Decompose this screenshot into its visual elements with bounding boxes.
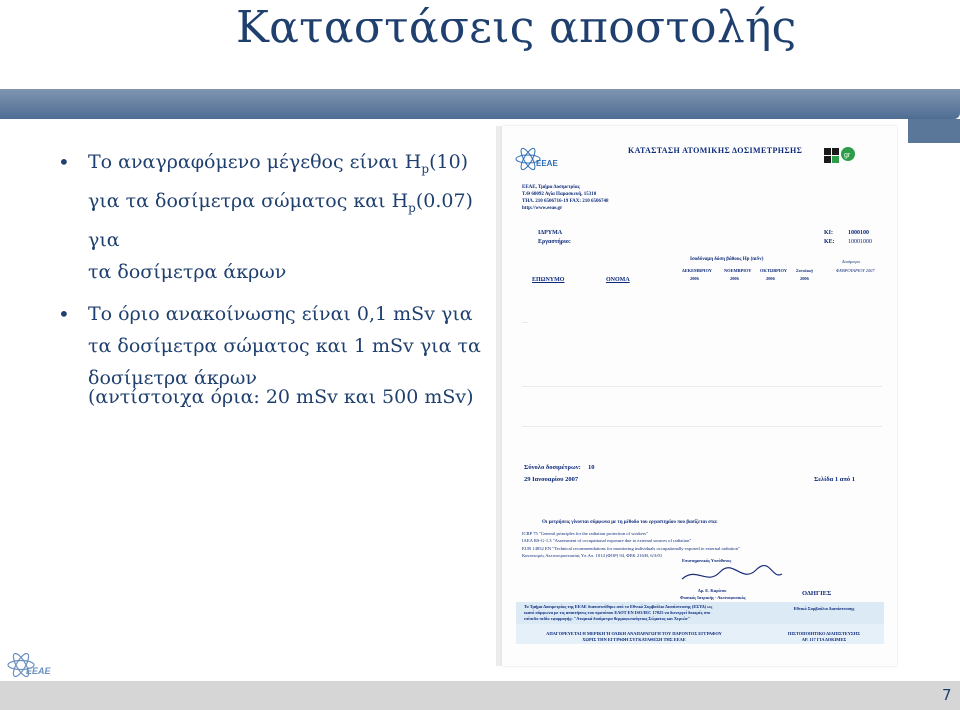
ref-item: IAEA RS-G-1.3 "Assessment of occupational exposure due to external sources of radiation": [522, 538, 692, 544]
scan-line: [522, 386, 882, 387]
cert-number: ΑΡ. 117 ΓΙΑ ΔΟΚΙΜΕΣ: [801, 637, 847, 642]
col-name: ΟΝΟΜΑ: [606, 277, 630, 283]
gr-logo-icon: [824, 146, 864, 168]
signature-icon: [672, 564, 792, 586]
slide-title: Καταστάσεις αποστολής: [236, 2, 797, 53]
responsible-label: Επιστημονικός Υπεύθυνος: [682, 558, 732, 563]
bullet-list: [58, 146, 498, 404]
ke-value: 10001000: [848, 239, 872, 245]
eeae-logo-icon: [514, 146, 562, 174]
ergastirio-label: Εργαστήριο:: [538, 239, 571, 245]
ki-value: 1000100: [848, 230, 869, 236]
address-line: http://www.eeae.gr: [522, 206, 563, 211]
limits-note: (αντίστοιχα όρια: 20 mSv και 500 mSv): [88, 386, 474, 408]
ki-label: ΚΙ:: [824, 230, 833, 236]
bullet-item-limit: [58, 298, 498, 394]
month-year: 2006: [690, 276, 699, 281]
eeae-logo-icon: [6, 650, 54, 682]
bullet1-sub2: p: [408, 200, 416, 215]
month-year: 2006: [800, 276, 809, 281]
lab-address: [522, 184, 609, 212]
copyright-notice: [524, 631, 744, 643]
svg-text:ΕΕΑΕ: ΕΕΑΕ: [536, 159, 558, 168]
bullet1-sub1: p: [421, 161, 430, 176]
ref-item: ICRP 75 "General principles for the radiation protection of workers": [522, 531, 648, 536]
signer-title: Φυσικός Ιατρικής - Ακτινοφυσικός: [680, 595, 746, 600]
month-year: 2006: [730, 276, 739, 281]
bullet-item-quantity: [58, 146, 498, 288]
refs-title: Οι μετρήσεις γίνονται σύμφωνα με τη μέθοδο του εργαστηρίου που βασίζεται στα:: [542, 520, 718, 525]
month-label: ΔΕΚΕΜΒΡΙΟΥ: [682, 268, 712, 273]
accreditation-line: Το Τμήμα Δοσιμετρίας της ΕΕΑΕ διαπιστεύθηκε από το Εθνικό Συμβούλιο Διαπίστευσης (ΕΣΥΔ) ως: [524, 604, 713, 609]
address-line: Τ.Θ 60092 Αγία Παρασκευή, 15310: [522, 192, 597, 197]
scan-mark: [522, 322, 528, 323]
svg-text:ΕΕΑΕ: ΕΕΑΕ: [26, 666, 51, 676]
copyright-line: ΧΩΡΙΣ ΤΗΝ ΕΓΓΡΑΦΗ ΣΥΓΚΑΤΑΘΕΣΗ ΤΗΣ ΕΕΑΕ: [582, 637, 686, 642]
cert-label: ΠΙΣΤΟΠΟΙΗΤΙΚΟ ΔΙΑΠΙΣΤΕΥΣΗΣ: [787, 631, 861, 636]
header-bar: [0, 89, 960, 119]
ref-item: EUR 14852 EN "Technical recommendations for monitoring individuals occupationally exposed to external radiation": [522, 545, 740, 551]
month-year: 2006: [766, 276, 775, 281]
bullet1-line2-suffix: (0.07) για: [88, 189, 473, 251]
header-bar-notch: [908, 119, 960, 143]
idryma-label: ΙΔΡΥΜΑ: [538, 230, 563, 236]
month-label: Συνολική: [796, 268, 813, 273]
certificate-block: [764, 631, 884, 643]
report-title: ΚΑΤΑΣΤΑΣΗ ΑΤΟΜΙΚΗΣ ΔΟΣΙΜΕΤΡΗΣΗΣ: [628, 146, 803, 155]
month-label: ΟΚΤΩΒΡΙΟΥ: [760, 268, 787, 273]
total-label: Σύνολο δοσιμέτρων:: [524, 464, 581, 471]
signer-name: Δρ. Ε. Καρίνου: [698, 588, 727, 593]
bullet2-text: Το όριο ανακοίνωσης είναι 0,1 mSv για τα δοσίμετρα σώματος και 1 mSv για τα δοσίμετρα άκρων: [88, 302, 481, 389]
accreditation-text: [524, 604, 754, 622]
ke-label: ΚΕ:: [824, 239, 835, 245]
month-label: ΝΟΕΜΒΡΙΟΥ: [724, 268, 752, 273]
bullet1-line1-prefix: Το αναγραφόμενο μέγεθος είναι H: [88, 151, 422, 173]
accreditation-line: επίπεδο πεδίο εφαρμογής: "Ατομικά δοσίμετρα θερμοφωταύγειας Σώματος και Χεριών": [524, 616, 691, 621]
bullet1-line3: τα δοσίμετρα άκρων: [88, 260, 287, 283]
scan-line: [522, 426, 882, 427]
page-label: Σελίδα 1 από 1: [814, 476, 856, 483]
svg-text:gr: gr: [844, 152, 851, 159]
dosimeter-value: ΦΕΒΡΟΥΑΡΙΟΥ 2007: [836, 268, 875, 273]
refs-list: [522, 530, 882, 559]
copyright-line: ΑΠΑΓΟΡΕΥΕΤΑΙ Η ΜΕΡΙΚΗ Ή ΟΛΙΚΗ ΑΝΑΠΑΡΑΓΩΓΗ ΤΟΥ ΠΑΡΟΝΤΟΣ ΕΓΓΡΑΦΟΥ: [546, 631, 722, 636]
page-number: 7: [942, 686, 952, 704]
col-surname: ΕΠΩΝΥΜΟ: [532, 277, 565, 283]
dosimeter-label: Δοσίμετρο: [842, 259, 860, 264]
accreditation-body: Εθνικό Συμβούλιο Διαπίστευσης: [793, 606, 855, 611]
bullet1-line2-prefix: για τα δοσίμετρα σώματος και H: [88, 189, 409, 212]
total-value: 10: [588, 464, 595, 471]
dose-header: Ισοδύναμη δόση βάθους Hp (mSv): [690, 257, 764, 262]
accreditation-line: ικανό σύμφωνα με τις απαιτήσεις του προτύπου ΕΛΟΤ EN ISO/IEC 17025 να διενεργεί δοκιμές στο: [524, 610, 711, 615]
address-line: ΕΕΑΕ, Τμήμα Δοσιμετρίας: [522, 185, 580, 190]
footer-bar: [0, 681, 960, 710]
address-line: ΤΗΛ. 210 6506716-19 FAX: 210 6506748: [522, 199, 609, 204]
ref-item: Κανονισμός Ακτινοπροστασίας Υπ.Απ. 1014 (ΦΟΡ) 94, ΦΕΚ 216/Β, 6/3/01: [522, 552, 663, 558]
bullet1-line1-suffix: (10): [429, 151, 469, 173]
guides-label: ΟΔΗΓΙΕΣ: [802, 590, 832, 597]
dosimetry-report-scan: [502, 126, 897, 666]
report-date: 29 Ιανουαρίου 2007: [524, 476, 579, 483]
